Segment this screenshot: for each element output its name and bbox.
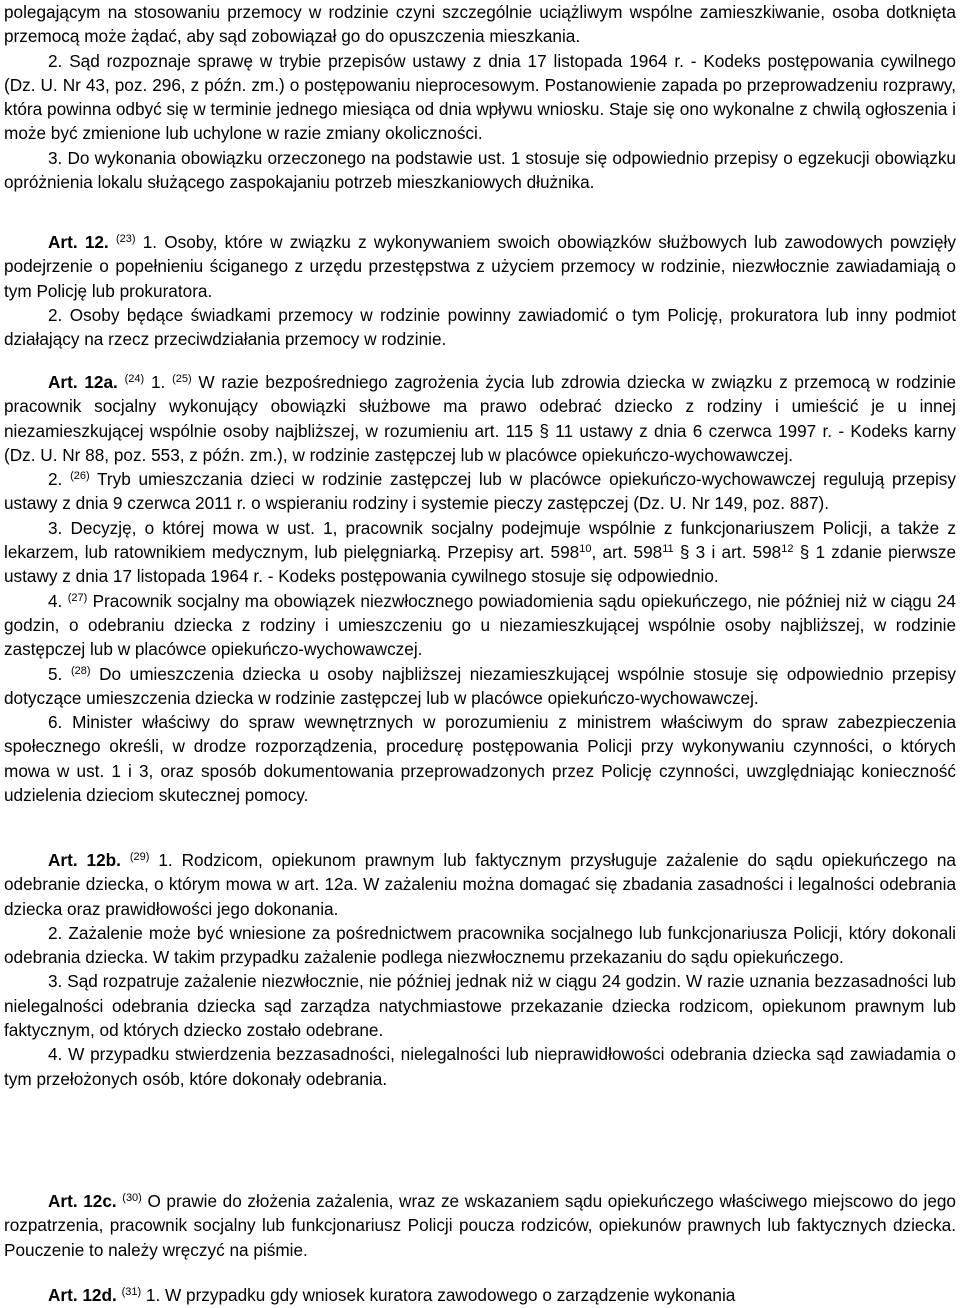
footnote-ref: (24) xyxy=(124,373,145,385)
article-label: Art. 12d. xyxy=(48,1285,117,1305)
footnote-ref: (25) xyxy=(172,373,192,385)
paragraph: 2. Sąd rozpoznaje sprawę w trybie przepisów ustawy z dnia 17 listopada 1964 r. - Kodeks postępowania cywilnego (Dz. U. Nr 43, poz. 296, z późn. zm.) o postępowaniu nieprocesowym. Postanowienie zapada po przeprowadzeniu rozprawy, która powinna odbyć się w terminie jednego miesiąca od dnia wpływu wniosku. Staje się ono wykonalne z chwilą ogłoszenia i może być zmienione lub uchylone w razie zmiany okoliczności. xyxy=(4,50,956,144)
footnote-ref: (28) xyxy=(70,664,91,677)
paragraph: Art. 12b. $^{(29)}$ 1. Rodzicom, opiekunom prawnym lub faktycznym przysługuje zażalenie do sądu opiekuńczego na odebranie dziecka, o którym mowa w art. 12a. W zażaleniu można domagać się zbadania zasadności i legalności odebrania dziecka oraz prawidłowości jego dokonania. xyxy=(4,850,956,919)
footnote-ref: (31) xyxy=(121,1286,142,1298)
paragraph: 2. Osoby będące świadkami przemocy w rodzinie powinny zawiadomić o tym Policję, prokuratora lub inny podmiot działający na rzecz przeciwdziałania przemocy w rodzinie. xyxy=(4,304,956,350)
paragraph: 4. $^{(27)}$ Pracownik socjalny ma obowiązek niezwłocznego powiadomienia sądu opiekuńczego, nie później niż w ciągu 24 godzin, o odebraniu dziecka z rodziny i umieszczeniu go u niezamieszkującej wspólnie osoby najbliższej, w rodzinie zastępczej lub w placówce opiekuńczo-wychowawczej. xyxy=(4,590,956,660)
article-12 xyxy=(4,230,956,351)
paragraph: Art. 12d. $^{(31)}$ 1. W przypadku gdy wniosek kuratora zawodowego o zarządzenie wykonania xyxy=(48,1285,736,1305)
article-12a xyxy=(4,370,956,807)
footnote-ref: (26) xyxy=(70,470,90,483)
paragraph: 3. Sąd rozpatruje zażalenie niezwłocznie, nie później jednak niż w ciągu 24 godzin. W razie uznania bezzasadności lub nielegalności odebrania dziecka sąd zarządza natychmiastowe przekazanie dziecka rodzicom, opiekunom prawnym lub faktycznym, od których dziecko zostało odebrane. xyxy=(4,971,956,1041)
article-12b xyxy=(4,848,956,1091)
article-label: Art. 12a. xyxy=(48,372,118,392)
paragraph: 5. $^{(28)}$ Do umieszczenia dziecka u osoby najbliższej niezamieszkującej wspólnie stosuje się odpowiednio przepisy dotyczące umieszczenia dziecka w rodzinie zastępczej lub w placówce opiekuńczo-wychowawczej. xyxy=(4,663,956,708)
paragraph: 2. $^{(26)}$ Tryb umieszczania dzieci w rodzinie zastępczej lub w placówce opiekuńczo-wychowawczej regulują przepisy ustawy z dnia 9 czerwca 2011 r. o wspieraniu rodziny i systemie pieczy zastępczej (Dz. U. Nr 149, poz. 887). xyxy=(4,469,956,514)
footnote-ref: (29) xyxy=(129,851,150,863)
footnote-ref: (27) xyxy=(67,591,88,604)
article-label: Art. 12c. xyxy=(48,1191,117,1211)
paragraph: 2. Zażalenie może być wniesione za pośrednictwem pracownika socjalnego lub funkcjonariusza Policji, który dokonali odebrania dziecka. W takim przypadku zażalenie podlega niezwłocznemu przekazaniu do sądu opiekuńczego. xyxy=(4,922,956,968)
paragraph: 3. Decyzję, o której mowa w ust. 1, pracownik socjalny podejmuje wspólnie z funkcjonariuszem Policji, a także z lekarzem, lub ratownikiem medycznym, lub pielęgniarką. Przepisy art. $598^{10}$, art. $598^{11}$ § 3 i art. $598^{12}$ § 1 zdanie pierwsze ustawy z dnia 17 listopada 1964 r. - Kodeks postępowania cywilnego stosuje się odpowiednio. xyxy=(4,517,956,587)
footnote-ref: (30) xyxy=(122,1192,142,1204)
article-12d xyxy=(4,1283,956,1307)
paragraph: Art. 12c. $^{(30)}$ O prawie do złożenia zażalenia, wraz ze wskazaniem sądu opiekuńczego właściwego miejscowo do jego rozpatrzenia, pracownik socjalny lub funkcjonariusz Policji poucza rodziców, opiekunów prawnych lub faktycznych dziecka. Pouczenie to należy wręczyć na piśmie. xyxy=(4,1191,956,1260)
article-12c xyxy=(4,1189,956,1262)
paragraph: Art. 12a. $^{(24)}$ 1. $^{(25)}$ W razie bezpośredniego zagrożenia życia lub zdrowia dziecka w związku z przemocą w rodzinie pracownik socjalny wykonujący obowiązki służbowe ma prawo odebrać dziecko z rodziny i umieścić je u innej niezamieszkującej wspólnie osoby najbliższej, w rozumieniu art. 115 § 11 ustawy z dnia 6 czerwca 1997 r. - Kodeks karny (Dz. U. Nr 88, poz. 553, z późn. zm.), w rodzinie zastępczej lub w placówce opiekuńczo-wychowawczej. xyxy=(4,372,957,465)
section-continuation xyxy=(4,0,956,194)
footnote-ref: (23) xyxy=(115,233,136,245)
paragraph: Art. 12. $^{(23)}$ 1. Osoby, które w związku z wykonywaniem swoich obowiązków służbowych lub zawodowych powzięły podejrzenie o popełnieniu ściganego z urzędu przestępstwa z użyciem przemocy w rodzinie, niezwłocznie zawiadamiają o tym Policję lub prokuratora. xyxy=(4,232,956,301)
article-label: Art. 12. xyxy=(48,232,109,252)
paragraph: 6. Minister właściwy do spraw wewnętrznych w porozumieniu z ministrem właściwym do spraw zabezpieczenia społecznego określi, w drodze rozporządzenia, procedurę postępowania Policji przy wykonywaniu czynności, o których mowa w ust. 1 i 3, oraz sposób dokumentowania przeprowadzonych przez Policję czynności, uwzględniając konieczność udzielenia dzieciom skutecznej pomocy. xyxy=(4,712,956,806)
paragraph: polegającym na stosowaniu przemocy w rodzinie czyni szczególnie uciążliwym wspólne zamieszkiwanie, osoba dotknięta przemocą może żądać, aby sąd zobowiązał go do opuszczenia mieszkania. xyxy=(4,2,956,47)
paragraph: 3. Do wykonania obowiązku orzeczonego na podstawie ust. 1 stosuje się odpowiednio przepisy o egzekucji obowiązku opróżnienia lokalu służącego zaspokajaniu potrzeb mieszkaniowych dłużnika. xyxy=(4,147,956,193)
article-label: Art. 12b. xyxy=(48,850,121,870)
paragraph: 4. W przypadku stwierdzenia bezzasadności, nielegalności lub nieprawidłowości odebrania dziecka sąd zawiadamia o tym przełożonych osób, które dokonały odebrania. xyxy=(4,1044,956,1089)
